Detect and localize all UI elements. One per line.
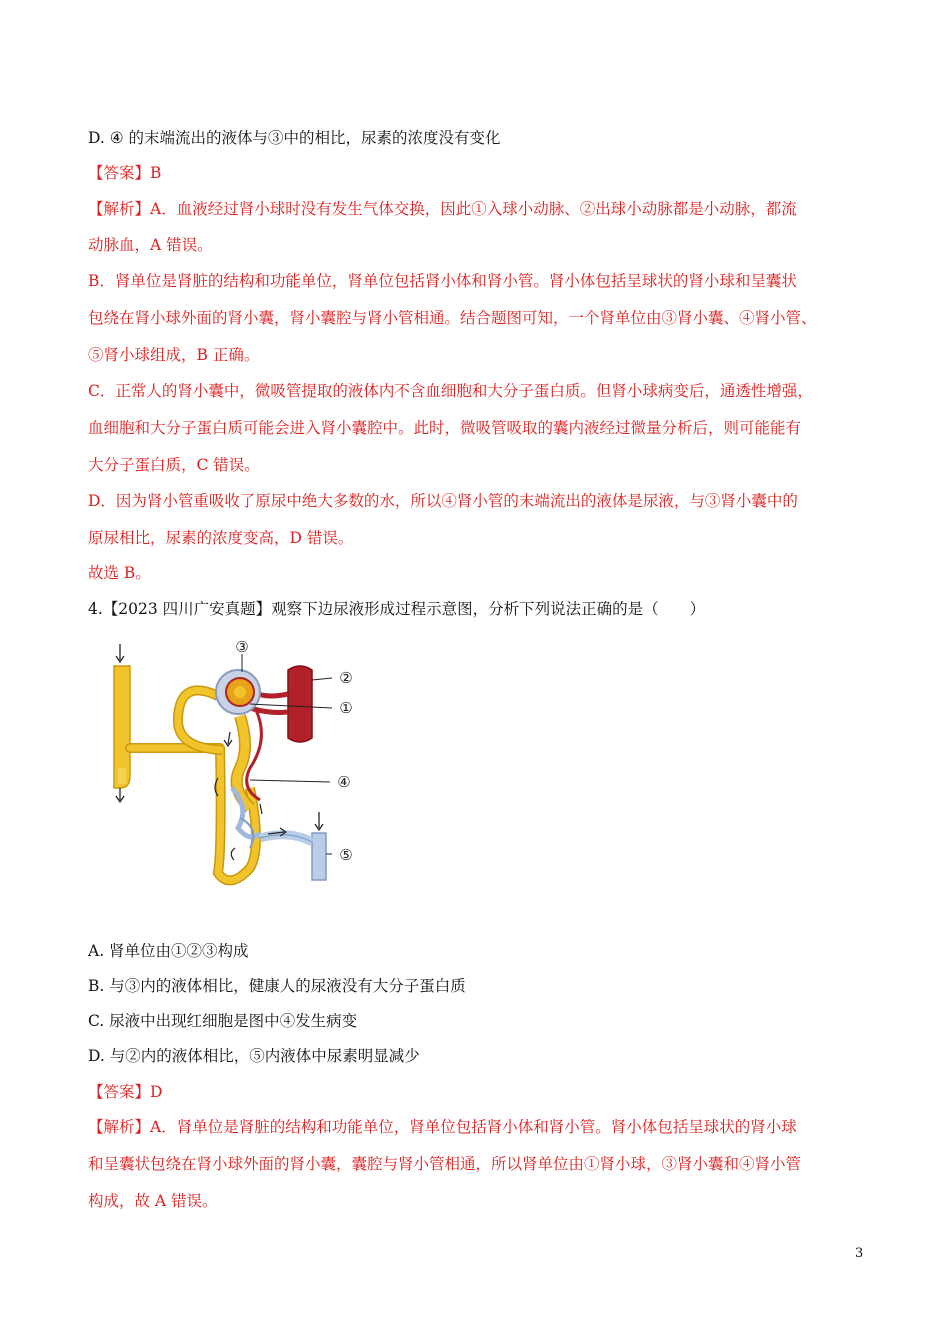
q4-analysis-line1: 【解析】A．肾单位是肾脏的结构和功能单位，肾单位包括肾小体和肾小管。肾小体包括呈球状的肾小球 [88, 1118, 797, 1136]
q3-analysis-d-line1: D．因为肾小管重吸收了原尿中绝大多数的水，所以④肾小管的末端流出的液体是尿液，与③肾小囊中的 [88, 492, 798, 510]
label-2: ② [339, 669, 353, 687]
q4-analysis-line3: 构成，故 A 错误。 [88, 1192, 218, 1210]
label-3: ③ [235, 638, 249, 656]
nephron-diagram [100, 628, 370, 890]
q3-final-choice: 故选 B。 [88, 564, 151, 582]
q3-analysis-a-line1: 【解析】A．血液经过肾小球时没有发生气体交换，因此①入球小动脉、②出球小动脉都是小动脉，都流 [88, 200, 797, 218]
q4-option-c: C. 尿液中出现红细胞是图中④发生病变 [88, 1012, 358, 1030]
q3-answer: 【答案】B [88, 164, 162, 182]
label-5: ⑤ [339, 846, 353, 864]
label-4: ④ [337, 773, 351, 791]
q3-analysis-d-line2: 原尿相比，尿素的浓度变高，D 错误。 [88, 529, 354, 547]
q4-analysis-line2: 和呈囊状包绕在肾小球外面的肾小囊，囊腔与肾小管相通，所以肾单位由①肾小球，③肾小囊和④肾小管 [88, 1155, 802, 1173]
q4-option-d: D. 与②内的液体相比，⑤内液体中尿素明显减少 [88, 1047, 420, 1065]
q3-analysis-c-line1: C．正常人的肾小囊中，微吸管提取的液体内不含血细胞和大分子蛋白质。但肾小球病变后，通透性增强， [88, 382, 813, 400]
q3-analysis-c-line2: 血细胞和大分子蛋白质可能会进入肾小囊腔中。此时，微吸管吸取的囊内液经过微量分析后，则可能能有 [88, 419, 802, 437]
q3-option-d: D. ④ 的末端流出的液体与③中的相比，尿素的浓度没有变化 [88, 129, 501, 147]
q3-analysis-a-line2: 动脉血，A 错误。 [88, 236, 213, 254]
q4-answer: 【答案】D [88, 1083, 163, 1101]
q4-option-a: A. 肾单位由①②③构成 [88, 942, 249, 960]
q3-analysis-c-line3: 大分子蛋白质，C 错误。 [88, 456, 260, 474]
q3-analysis-b-line2: 包绕在肾小球外面的肾小囊，肾小囊腔与肾小管相通。结合题图可知，一个肾单位由③肾小囊、④肾小管、 [88, 309, 817, 327]
renal-vein [312, 833, 326, 880]
renal-artery [288, 666, 312, 742]
q4-option-b: B. 与③内的液体相比，健康人的尿液没有大分子蛋白质 [88, 977, 466, 995]
q3-analysis-b-line1: B．肾单位是肾脏的结构和功能单位，肾单位包括肾小体和肾小管。肾小体包括呈球状的肾小球和呈囊状 [88, 272, 797, 290]
page-number: 3 [855, 1246, 864, 1261]
q4-stem: 4.【2023 四川广安真题】观察下边尿液形成过程示意图，分析下列说法正确的是（ ） [88, 600, 706, 618]
q3-analysis-b-line3: ⑤肾小球组成，B 正确。 [88, 346, 260, 364]
label-1: ① [339, 699, 353, 717]
